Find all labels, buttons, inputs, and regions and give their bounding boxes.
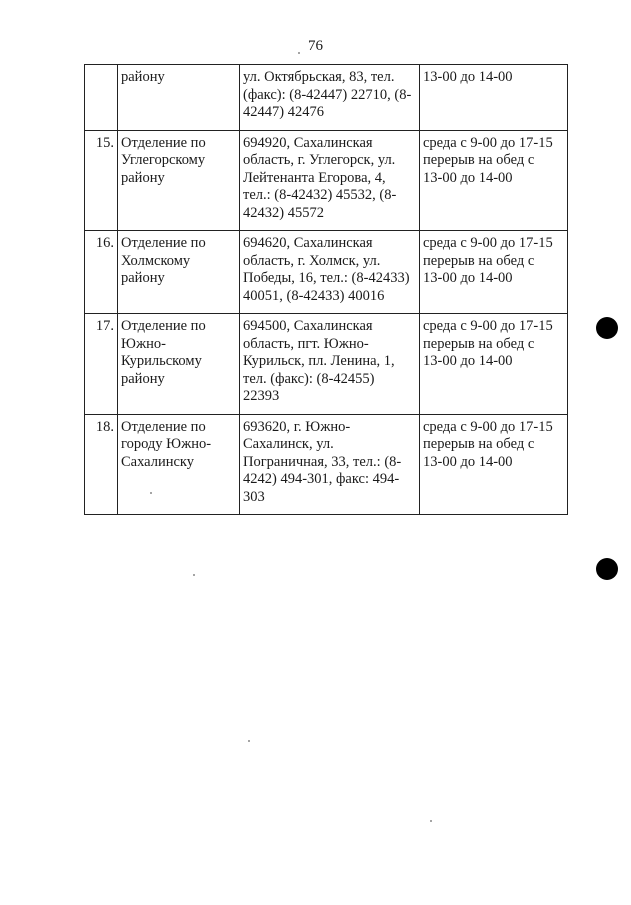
punch-hole-mark [596,317,618,339]
office-hours: среда с 9-00 до 17-15 перерыв на обед с 13-00 до 14-00 [423,318,553,369]
table-row [85,130,568,231]
table-row [85,231,568,314]
office-name: району [121,69,165,85]
office-address: ул. Октябрьская, 83, тел. (факс): (8-42447) 22710, (8- 42447) 42476 [243,69,412,120]
punch-hole-mark [596,558,618,580]
scan-speck [248,740,250,742]
office-name: Отделение по Углегорскому району [121,134,206,186]
row-number: 18. [95,418,114,435]
office-hours: среда с 9-00 до 17-15 перерыв на обед с 13-00 до 14-00 [423,235,553,286]
scan-speck [430,820,432,822]
row-number: 16. [95,235,114,251]
office-hours: 13-00 до 14-00 [423,69,513,85]
office-address: 694500, Сахалинская область, пгт. Южно- Курильск, пл. Ленина, 1, тел. (факс): (8-42455) 22393 [243,318,395,404]
office-address: 694620, Сахалинская область, г. Холмск, ул. Победы, 16, тел.: (8-42433) 40051, (8-42433) 40016 [243,235,410,304]
page-number: 76 [308,38,323,54]
scan-speck [193,574,195,576]
row-number: 15. [95,134,114,151]
office-name: Отделение по Южно- Курильскому району [121,318,206,387]
office-hours: среда с 9-00 до 17-15 перерыв на обед с 13-00 до 14-00 [423,418,553,470]
office-address: 694920, Сахалинская область, г. Углегорск, ул. Лейтенанта Егорова, 4, тел.: (8-42432) 45532, (8- 42432) 45572 [243,134,397,221]
row-number: 17. [95,318,114,334]
office-address: 693620, г. Южно- Сахалинск, ул. Пограничная, 33, тел.: (8- 4242) 494-301, факс: 494- 303 [243,418,402,505]
scan-speck [298,52,300,54]
table-row [85,314,568,415]
offices-table [84,64,568,515]
scan-speck [150,492,152,494]
office-name: Отделение по городу Южно- Сахалинску [121,418,212,470]
office-hours: среда с 9-00 до 17-15 перерыв на обед с 13-00 до 14-00 [423,134,553,186]
table-row [85,414,568,515]
table-row [85,65,568,131]
office-name: Отделение по Холмскому району [121,235,206,286]
